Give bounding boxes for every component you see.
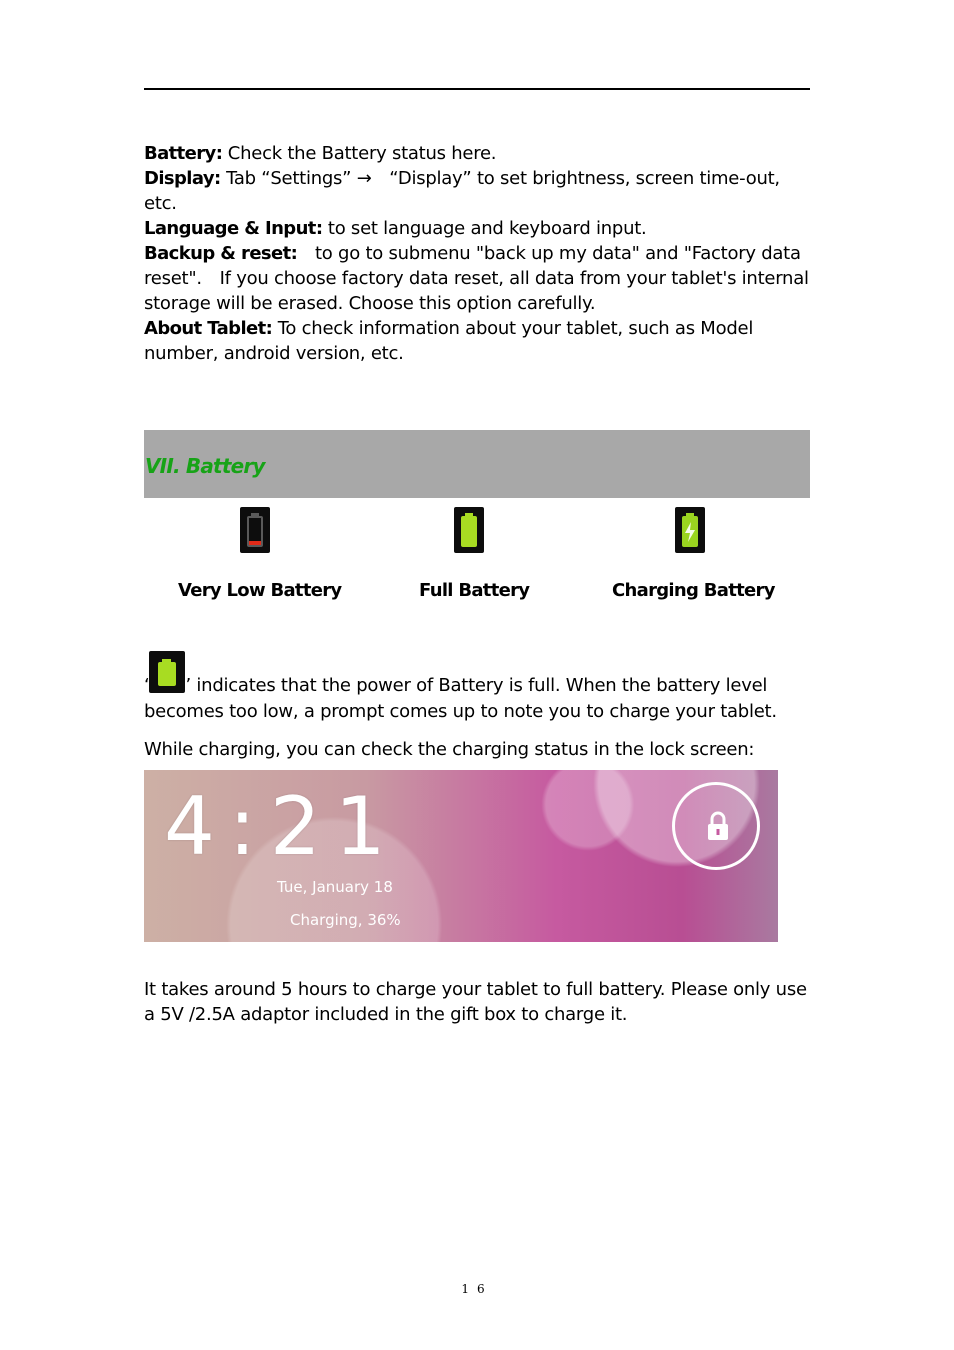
term-desc: To check information about your tablet, such as Model number, android version, etc. xyxy=(144,318,754,364)
term-desc: Tab “Settings” → “Display” to set brightness, screen time-out, etc. xyxy=(144,168,780,214)
term-label: Battery: xyxy=(144,143,223,164)
term-desc: to set language and keyboard input. xyxy=(322,218,647,239)
term-label: About Tablet: xyxy=(144,318,273,339)
term-desc: Check the Battery status here. xyxy=(222,143,497,164)
inline-battery-full-icon xyxy=(149,651,185,693)
page-number: 16 xyxy=(461,1282,493,1296)
settings-item-backup xyxy=(144,241,810,316)
battery-charging-icon xyxy=(675,507,705,553)
term-label: Display: xyxy=(144,168,221,189)
settings-item-battery xyxy=(144,141,810,166)
settings-list xyxy=(144,141,810,366)
lock-charging-status: Charging, 36% xyxy=(290,911,401,929)
battery-full-icon xyxy=(454,507,484,553)
lock-screen-image xyxy=(144,770,778,942)
settings-item-about xyxy=(144,316,810,366)
settings-item-display xyxy=(144,166,810,216)
padlock-icon xyxy=(707,811,729,841)
section-title: VII. Battery xyxy=(145,454,265,478)
header-rule xyxy=(144,88,810,90)
term-label: Backup & reset: xyxy=(144,243,298,264)
section-header xyxy=(144,430,810,498)
battery-very-low-icon xyxy=(240,507,270,553)
lock-date: Tue, January 18 xyxy=(277,878,393,896)
battery-full-label: Full Battery xyxy=(419,580,530,601)
para-charging: While charging, you can check the charging status in the lock screen: xyxy=(144,739,755,760)
para-battery-full xyxy=(144,651,810,725)
settings-item-language xyxy=(144,216,810,241)
term-desc: to go to submenu "back up my data" and "Factory data reset". If you choose factory data reset, all data from your tablet's internal storage will be erased. Choose this option carefully. xyxy=(144,243,809,314)
para-adaptor: It takes around 5 hours to charge your tablet to full battery. Please only use a 5V /2.5A adaptor included in the gift box to charge it. xyxy=(144,979,807,1025)
battery-charging-label: Charging Battery xyxy=(612,580,775,601)
para-text: ’ indicates that the power of Battery is full. When the battery level becomes too low, a prompt comes up to note you to charge your tablet. xyxy=(144,675,777,722)
lock-time: 4:21 xyxy=(164,780,400,873)
term-label: Language & Input: xyxy=(144,218,323,239)
open-quote: ‘ xyxy=(144,675,150,696)
battery-very-low-label: Very Low Battery xyxy=(178,580,342,601)
unlock-ring xyxy=(672,782,760,870)
